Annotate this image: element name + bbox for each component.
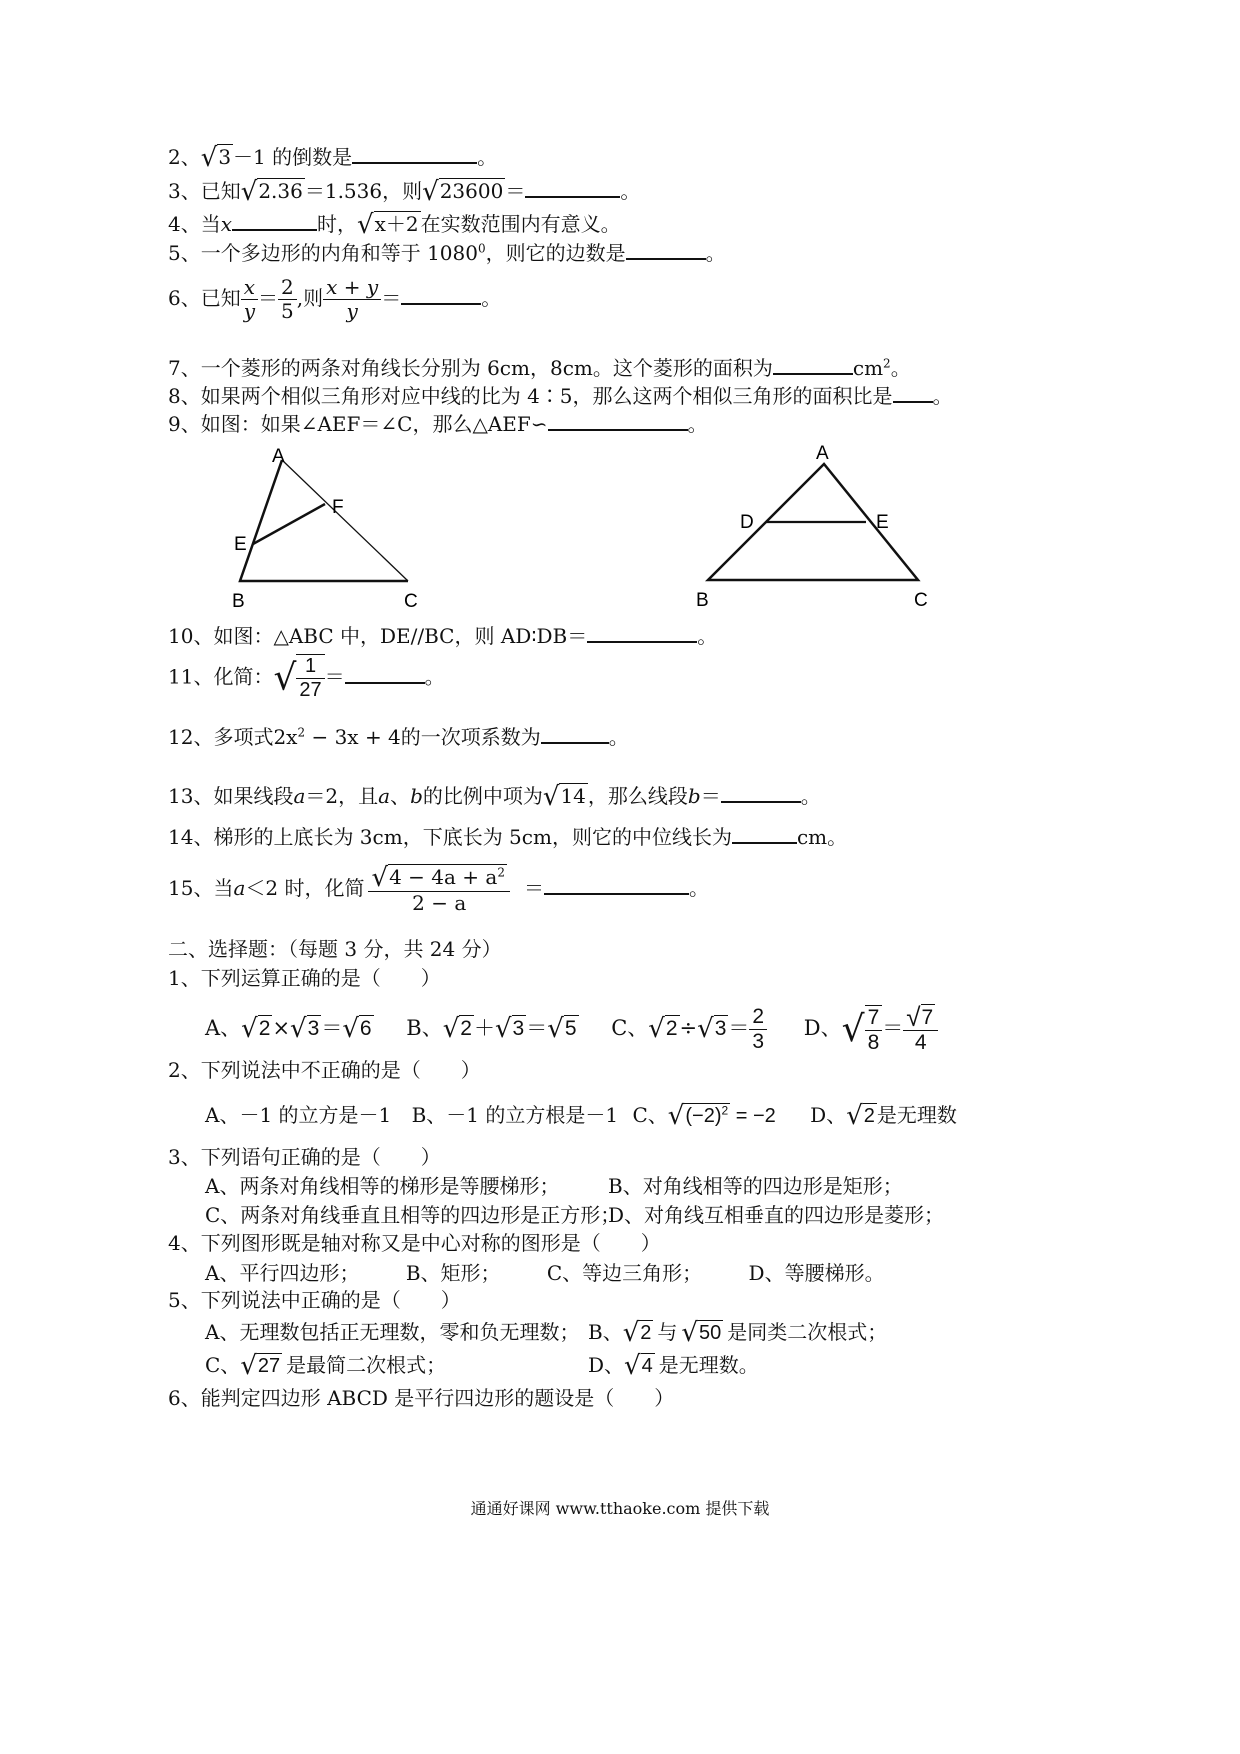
- triangle-outline: [240, 460, 408, 581]
- answer-blank[interactable]: [893, 383, 933, 403]
- question-15: 15、当a＜2 时，化简 $\frac{√4 - 4a + a^2}{2 - a}$ ＝ 。: [168, 863, 709, 915]
- fraction: $\frac{2}{5}$: [278, 276, 297, 323]
- choice-q4-options: [205, 1263, 885, 1283]
- question-5: 5、一个多边形的内角和等于 1080$^0$，则它的边数是 。: [168, 241, 726, 265]
- question-3: 3、已知√2.36 ＝1.536，则√23600 ＝ 。: [168, 177, 641, 207]
- choice-q1-stem: 1、下列运算正确的是（ ）: [168, 966, 441, 990]
- option-d[interactable]: D、√4 是无理数。: [588, 1351, 759, 1381]
- answer-blank[interactable]: [721, 783, 801, 803]
- option-a[interactable]: A、无理数包括正无理数，零和负无理数；: [205, 1320, 580, 1344]
- choice-q2-stem: 2、下列说法中不正确的是（ ）: [168, 1058, 481, 1082]
- question-9: 9、如图：如果∠AEF＝∠C，那么△AEF∽ 。: [168, 412, 708, 436]
- answer-blank[interactable]: [626, 240, 706, 260]
- vertex-label-a: A: [272, 446, 285, 467]
- fraction: $\frac{x}{y}$: [241, 276, 258, 323]
- side-ac: [282, 460, 408, 581]
- triangle-figure-2: [690, 440, 930, 615]
- question-11: 11、化简：√ $\frac{1}{27}$ ＝ 。: [168, 655, 445, 701]
- fraction: $\frac{x + y}{y}$: [323, 276, 381, 323]
- vertex-label-b: B: [696, 590, 709, 611]
- vertex-label-d: D: [740, 512, 754, 533]
- vertex-label-e: E: [234, 534, 247, 555]
- radical-sign: √: [240, 1351, 257, 1381]
- answer-blank[interactable]: [773, 355, 853, 375]
- answer-blank[interactable]: [732, 824, 797, 844]
- triangle-figure-1: [220, 440, 440, 615]
- radical-sign: √: [241, 1014, 258, 1045]
- radical-sign: √: [273, 657, 297, 699]
- fraction: $\frac{√4 - 4a + a^2}{2 - a}$: [368, 864, 509, 915]
- radical-sign: √: [667, 1101, 685, 1131]
- question-8: 8、如果两个相似三角形对应中线的比为 4∶5，那么这两个相似三角形的面积比是 。: [168, 384, 953, 408]
- choice-q4-stem: 4、下列图形既是轴对称又是中心对称的图形是（ ）: [168, 1231, 661, 1255]
- option-a[interactable]: A、√2×√3＝√6: [205, 1014, 372, 1045]
- answer-blank[interactable]: [587, 623, 697, 643]
- page-footer: 通通好课网 www.tthaoke.com 提供下载: [470, 1499, 770, 1518]
- answer-blank[interactable]: [525, 178, 620, 198]
- radical-sign: √: [290, 1014, 307, 1045]
- answer-blank[interactable]: [548, 411, 688, 431]
- option-c[interactable]: C、√2÷√3＝ $\frac{2}{3}$: [611, 1016, 767, 1040]
- radical-sign: √: [357, 210, 374, 240]
- radical-sign: √: [371, 863, 389, 893]
- vertex-label-e: E: [876, 512, 889, 533]
- answer-blank[interactable]: [345, 664, 425, 684]
- radical-sign: √: [240, 177, 258, 207]
- choice-q3-stem: 3、下列语句正确的是（ ）: [168, 1145, 441, 1169]
- option-a[interactable]: A、－1 的立方是－1: [205, 1103, 392, 1127]
- radical-sign: √: [442, 1014, 460, 1045]
- option-b[interactable]: B、矩形；: [405, 1261, 501, 1285]
- radical-sign: √: [494, 1014, 512, 1045]
- answer-blank[interactable]: [232, 211, 317, 231]
- option-c[interactable]: C、√27 是最简二次根式；: [205, 1351, 447, 1381]
- choice-q1-options: [205, 1004, 938, 1055]
- option-a[interactable]: A、平行四边形；: [205, 1261, 360, 1285]
- option-b[interactable]: B、－1 的立方根是－1: [411, 1103, 619, 1127]
- question-7: 7、一个菱形的两条对角线长分别为 6cm，8cm。这个菱形的面积为 $cm^2$。: [168, 356, 911, 380]
- radical-sign: √: [648, 1014, 665, 1045]
- option-d[interactable]: D、对角线互相垂直的四边形是菱形；: [608, 1203, 945, 1227]
- option-d[interactable]: D、√ $\frac{7}{8}$ ＝ $\frac{√7}{4}$: [804, 1016, 938, 1040]
- fraction: $\frac{2}{3}$: [749, 1005, 767, 1054]
- vertex-label-f: F: [332, 497, 344, 518]
- section-header-choice: 二、选择题：（每题 3 分，共 24 分）: [168, 937, 502, 961]
- option-c[interactable]: C、等边三角形；: [546, 1261, 703, 1285]
- radical-sign: √: [906, 1002, 921, 1032]
- radical-sign: √: [624, 1351, 641, 1381]
- radical-sign: √: [422, 177, 439, 207]
- radical-sign: √: [841, 1009, 865, 1051]
- option-a[interactable]: A、两条对角线相等的梯形是等腰梯形；: [205, 1174, 560, 1198]
- answer-blank[interactable]: [544, 875, 689, 895]
- question-10: 10、如图：△ABC 中，DE//BC，则 AD∶DB＝ 。: [168, 624, 718, 648]
- vertex-label-c: C: [914, 590, 928, 611]
- vertex-label-c: C: [404, 591, 418, 612]
- radical-sign: √: [681, 1318, 698, 1348]
- option-c[interactable]: C、两条对角线垂直且相等的四边形是正方形；: [205, 1203, 621, 1227]
- answer-blank[interactable]: [352, 144, 477, 164]
- choice-q6-stem: 6、能判定四边形 ABCD 是平行四边形的题设是（ ）: [168, 1386, 675, 1410]
- question-12: 12、多项式$2x^2 - 3x + 4$的一次项系数为 。: [168, 725, 629, 749]
- fraction: $\frac{7}{8}$: [865, 1005, 883, 1055]
- option-d[interactable]: D、√2 是无理数: [810, 1101, 957, 1131]
- radical-sign: √: [846, 1101, 863, 1131]
- radical-sign: √: [547, 1014, 564, 1045]
- option-c[interactable]: C、$√(-2)^2 = -2$: [632, 1101, 776, 1131]
- question-2: 2、√3 －1 的倒数是 。: [168, 143, 498, 173]
- choice-q2-options: [205, 1103, 957, 1129]
- choice-q5-stem: 5、下列说法中正确的是（ ）: [168, 1288, 461, 1312]
- question-6: 6、已知 $\frac{x}{y}$ ＝ $\frac{2}{5}$ ,则 $\frac{x + y}{y}$ ＝ 。: [168, 275, 502, 323]
- option-b[interactable]: B、对角线相等的四边形是矩形；: [608, 1174, 903, 1198]
- radical-sign: √: [697, 1014, 714, 1045]
- radical-sign: √: [200, 143, 218, 173]
- option-b[interactable]: B、√2＋√3＝√5: [406, 1014, 577, 1045]
- option-d[interactable]: D、等腰梯形。: [748, 1261, 885, 1285]
- question-4: 4、当x 时，√x＋2 在实数范围内有意义。: [168, 210, 621, 240]
- radical-sign: √: [542, 782, 560, 812]
- answer-blank[interactable]: [541, 724, 609, 744]
- vertex-label-b: B: [232, 591, 245, 612]
- option-b[interactable]: B、√2 与 √50 是同类二次根式；: [588, 1318, 888, 1348]
- answer-blank[interactable]: [401, 285, 481, 305]
- vertex-label-a: A: [816, 443, 829, 464]
- fraction: $\frac{√7}{4}$: [903, 1004, 938, 1055]
- radical-sign: √: [622, 1318, 640, 1348]
- question-14: 14、梯形的上底长为 3cm，下底长为 5cm，则它的中位线长为 cm。: [168, 825, 848, 849]
- question-13: 13、如果线段a＝2，且a、b的比例中项为√14 ，那么线段b＝ 。: [168, 782, 821, 812]
- fraction: $\frac{1}{27}$: [296, 654, 324, 702]
- radical-sign: √: [342, 1014, 359, 1045]
